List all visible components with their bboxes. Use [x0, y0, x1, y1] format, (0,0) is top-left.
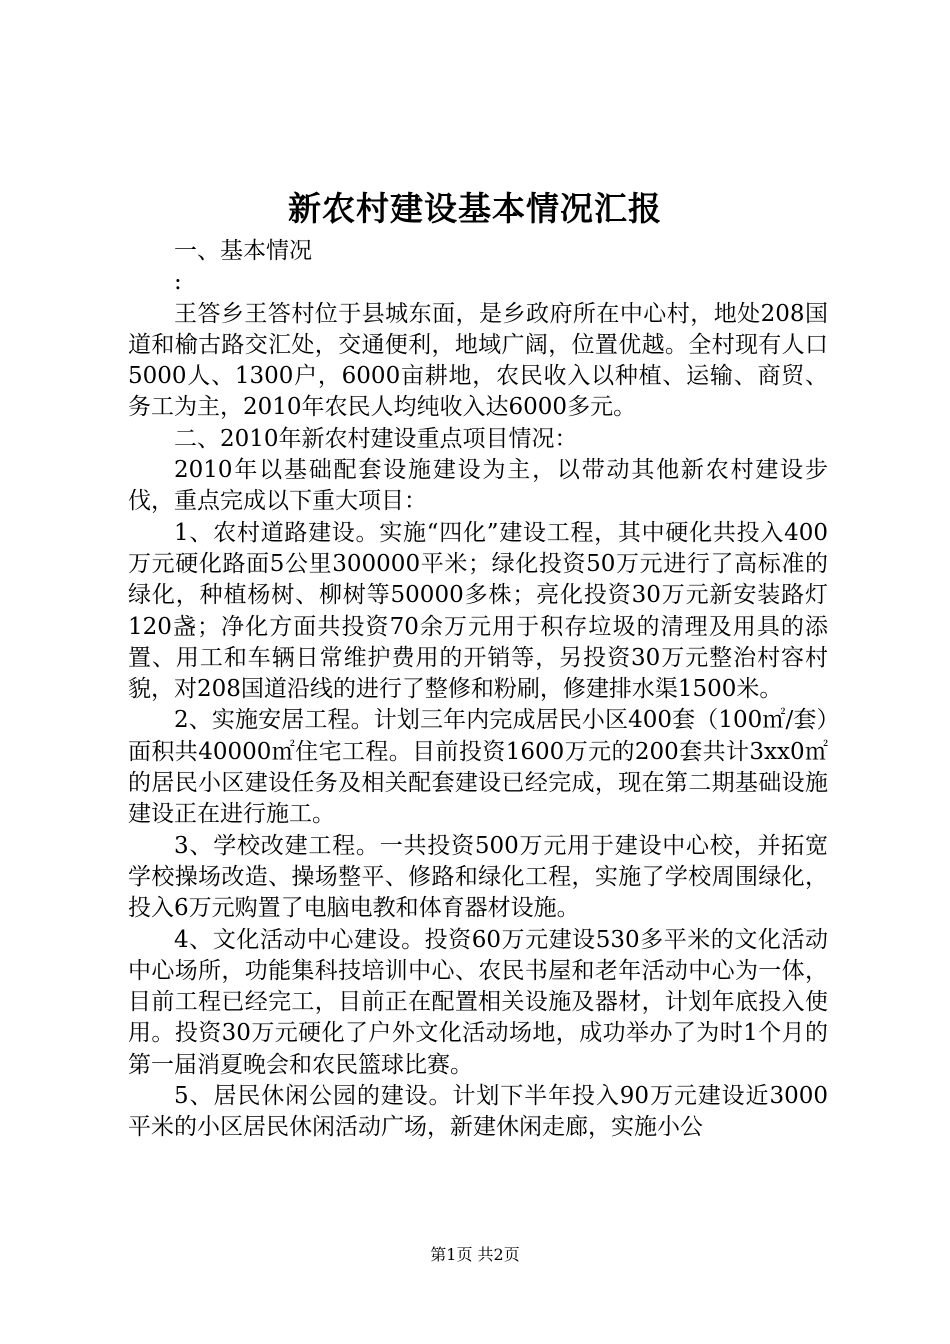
- section-heading: 一、基本情况: [174, 238, 312, 264]
- paragraph: 5、居民休闲公园的建设。计划下半年投入90万元建设近3000平米的小区居民休闲活动广场，新建休闲走廊，实施小公: [128, 1083, 828, 1141]
- paragraph: 2010年以基础配套设施建设为主，以带动其他新农村建设步伐，重点完成以下重大项目：: [128, 457, 828, 515]
- paragraph: 1、农村道路建设。实施“四化”建设工程，其中硬化共投入400万元硬化路面5公里300000平米；绿化投资50万元进行了高标准的绿化，种植杨树、柳树等50000多株；亮化投资30万元新安装路灯120盏；净化方面共投资70余万元用于积存垃圾的清理及用具的添置、用工和车辆日常维护费用的开销等，另投资30万元整治村容村貌，对208国道沿线的进行了整修和粉刷，修建排水渠1500米。: [128, 519, 828, 703]
- page-footer: 第1页 共2页: [430, 1245, 520, 1264]
- paragraph: :: [174, 269, 182, 296]
- section-heading: 二、2010年新农村建设重点项目情况：: [174, 425, 578, 452]
- paragraph: 3、学校改建工程。一共投资500万元用于建设中心校，并拓宽学校操场改造、操场整平、修路和绿化工程，实施了学校周围绿化，投入6万元购置了电脑电教和体育器材设施。: [128, 832, 828, 922]
- page-title: 新农村建设基本情况汇报: [288, 189, 662, 228]
- paragraph: 2、实施安居工程。计划三年内完成居民小区400套（100㎡/套）面积共40000㎡住宅工程。目前投资1600万元的200套共计3xx0㎡的居民小区建设任务及相关配套建设已经完成，现在第二期基础设施建设正在进行施工。: [128, 707, 828, 828]
- document-body: [128, 236, 828, 1144]
- paragraph: 王答乡王答村位于县城东面，是乡政府所在中心村，地处208国道和榆古路交汇处，交通便利，地域广阔，位置优越。全村现有人口5000人、1300户，6000亩耕地，农民收入以种植、运输、商贸、务工为主，2010年农民人均纯收入达6000多元。: [128, 300, 828, 421]
- paragraph: 4、文化活动中心建设。投资60万元建设530多平米的文化活动中心场所，功能集科技培训中心、农民书屋和老年活动中心为一体，目前工程已经完工，目前正在配置相关设施及器材，计划年底投入使用。投资30万元硬化了户外文化活动场地，成功举办了为时1个月的第一届消夏晚会和农民篮球比赛。: [128, 926, 828, 1078]
